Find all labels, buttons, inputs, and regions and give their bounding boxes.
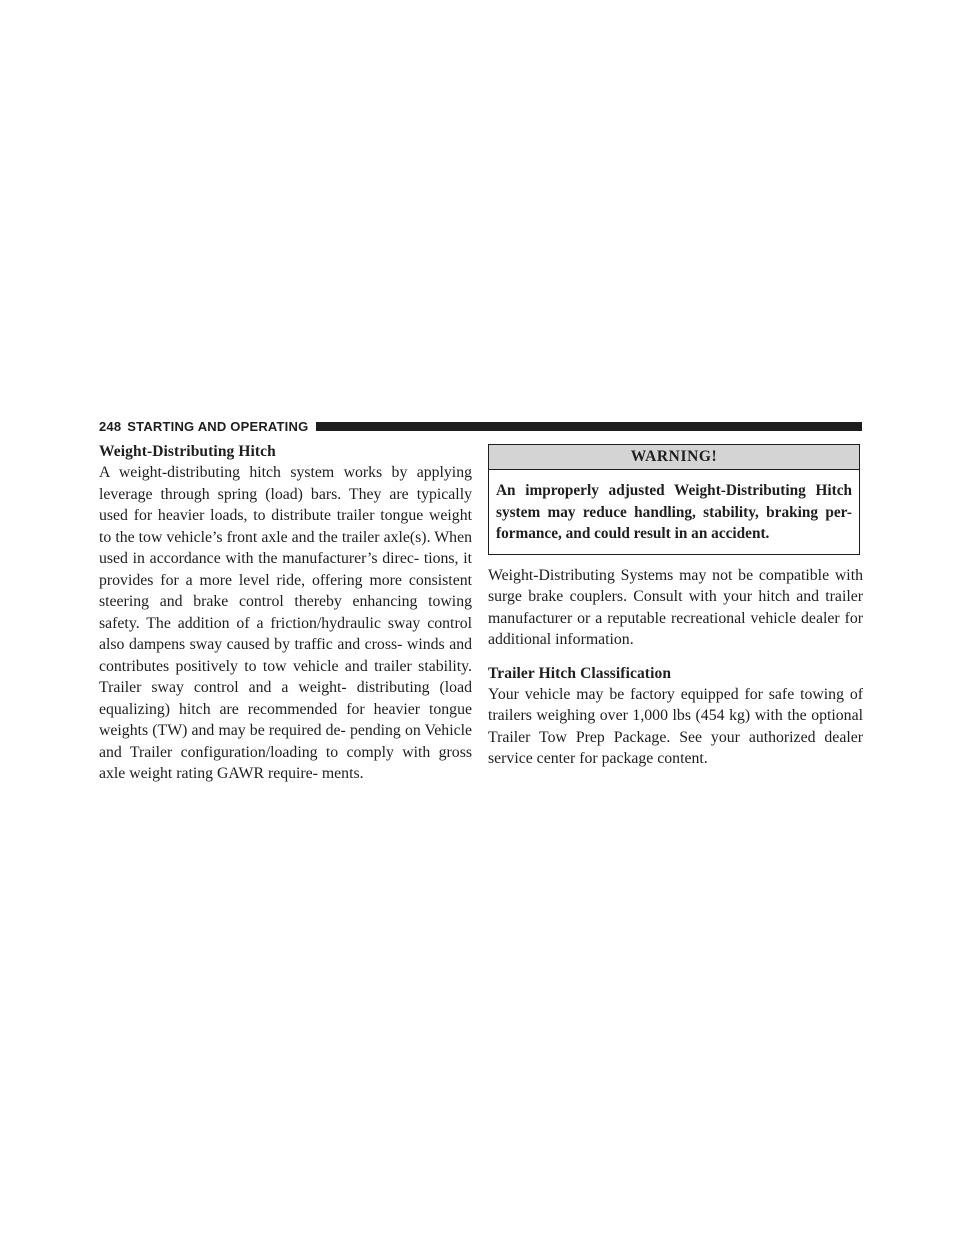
- paragraph-compatibility: Weight-Distributing Systems may not be compatible with surge brake couplers. Consult with your hitch and trailer manufacturer or a reputable recreational vehicle dealer for additional information.: [488, 566, 863, 648]
- page-header: [99, 418, 862, 434]
- warning-title: WARNING!: [489, 445, 859, 470]
- warning-box: [488, 444, 860, 555]
- paragraph-trailer-hitch-classification: Your vehicle may be factory equipped for safe towing of trailers weighing over 1,000 lbs (454 kg) with the optional Trailer Tow Prep Package. See your authorized dealer service center for package content.: [488, 685, 863, 767]
- right-column: [488, 444, 863, 770]
- paragraph-weight-distributing-hitch: A weight-distributing hitch system works by applying leverage through spring (load) bars. They are typically used for heavier loads, to distribute trailer tongue weight to the tow vehicle’s front axle and the trailer axle(s). When used in accordance with the manufacturer’s direc- tions, it provides for a more level ride, offering more consistent steering and brake control thereby enhancing towing safety. The addition of a friction/hydraulic sway control also dampens sway caused by traffic and cross- winds and contributes positively to tow vehicle and trailer stability. Trailer sway control and a weight- distributing (load equalizing) hitch are recommended for heavier tongue weights (TW) and may be required de- pending on Vehicle and Trailer configuration/loading to comply with gross axle weight rating GAWR require- ments.: [99, 464, 472, 782]
- left-column: [99, 441, 472, 785]
- header-rule: [316, 422, 862, 431]
- heading-weight-distributing-hitch: Weight-Distributing Hitch: [99, 443, 276, 460]
- heading-trailer-hitch-classification: Trailer Hitch Classification: [488, 664, 672, 682]
- warning-body: An improperly adjusted Weight-Distributing Hitch system may reduce handling, stability, braking per- formance, and could result in an accident.: [496, 482, 852, 542]
- section-title: STARTING AND OPERATING: [127, 418, 309, 434]
- page-number: 248: [99, 418, 122, 434]
